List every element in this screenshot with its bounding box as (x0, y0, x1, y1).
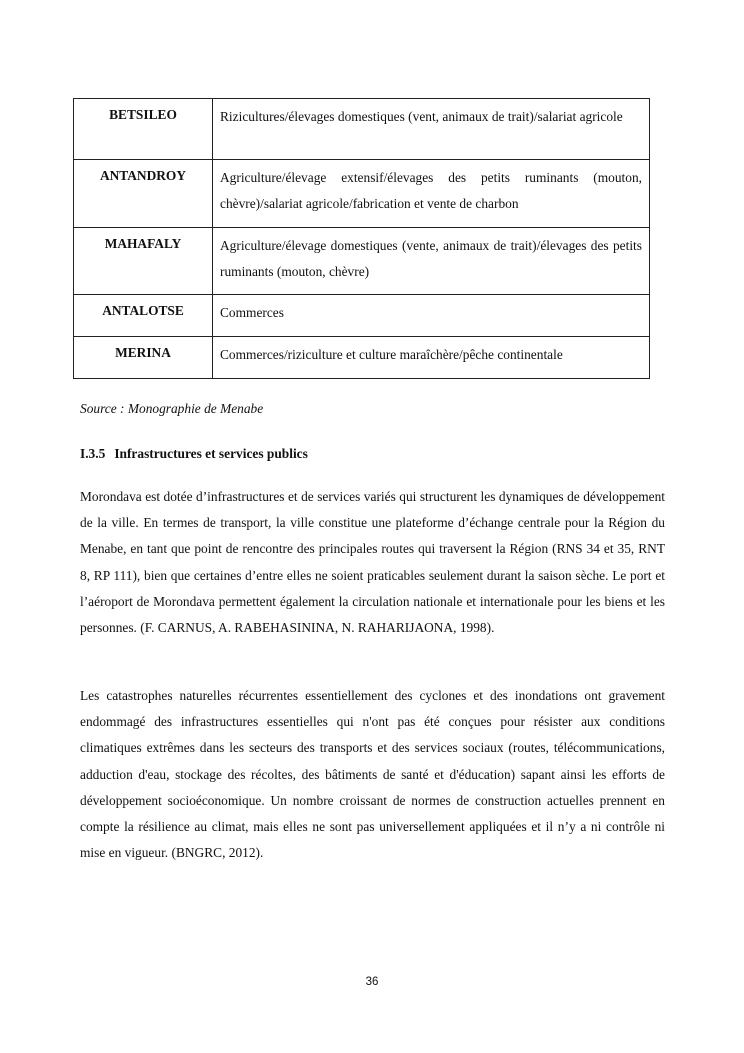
activities-cell: Commerces/riziculture et culture maraîchère/pêche continentale (213, 337, 650, 379)
body-paragraph: Les catastrophes naturelles récurrentes essentiellement des cyclones et des inondations ont gravement endommagé des infrastructures essentielles qui n'ont pas été conçues pour résister aux conditions climatiques extrêmes dans les secteurs des transports et des services sociaux (routes, télécommunications, adduction d'eau, stockage des récoltes, des bâtiments de santé et d'éducation) sapant ainsi les efforts de développement socioéconomique. Un nombre croissant de normes de construction actuelles prennent en compte la résilience au climat, mais elles ne sont pas universellement appliquées et il n’y a ni contrôle ni mise en vigueur. (BNGRC, 2012). (80, 688, 665, 861)
activities-cell: Agriculture/élevage extensif/élevages des petits ruminants (mouton, chèvre)/salariat agricole/fabrication et vente de charbon (213, 160, 650, 228)
table-source-caption: Source : Monographie de Menabe (80, 401, 264, 416)
table-row (74, 160, 650, 228)
ethnic-group-cell: ANTANDROY (74, 160, 213, 228)
section-title: Infrastructures et services publics (114, 446, 308, 461)
activities-cell: Rizicultures/élevages domestiques (vent, animaux de trait)/salariat agricole (213, 99, 650, 160)
table-row (74, 99, 650, 160)
ethnic-group-cell: MERINA (74, 337, 213, 379)
page-number: 36 (365, 976, 379, 988)
table-row (74, 337, 650, 379)
activities-cell: Agriculture/élevage domestiques (vente, animaux de trait)/élevages des petits ruminants (mouton, chèvre) (213, 228, 650, 295)
section-number: I.3.5 (80, 446, 106, 461)
table-row (74, 228, 650, 295)
ethnic-group-cell: ANTALOTSE (74, 295, 213, 337)
activities-cell: Commerces (213, 295, 650, 337)
ethnic-activities-table (73, 98, 650, 379)
ethnic-group-cell: BETSILEO (74, 99, 213, 160)
section-heading (80, 446, 308, 462)
ethnic-group-cell: MAHAFALY (74, 228, 213, 295)
table-row (74, 295, 650, 337)
body-paragraph: Morondava est dotée d’infrastructures et de services variés qui structurent les dynamiques de développement de la ville. En termes de transport, la ville constitue une plateforme d’échange centrale pour la Région du Menabe, en tant que point de rencontre des principales routes qui traversent la Région (RNS 34 et 35, RNT 8, RP 111), bien que certaines d’entre elles ne soient praticables seulement durant la saison sèche. Le port et l’aéroport de Morondava permettent également la circulation nationale et internationale pour les biens et les personnes. (F. CARNUS, A. RABEHASININA, N. RAHARIJAONA, 1998). (80, 489, 665, 636)
